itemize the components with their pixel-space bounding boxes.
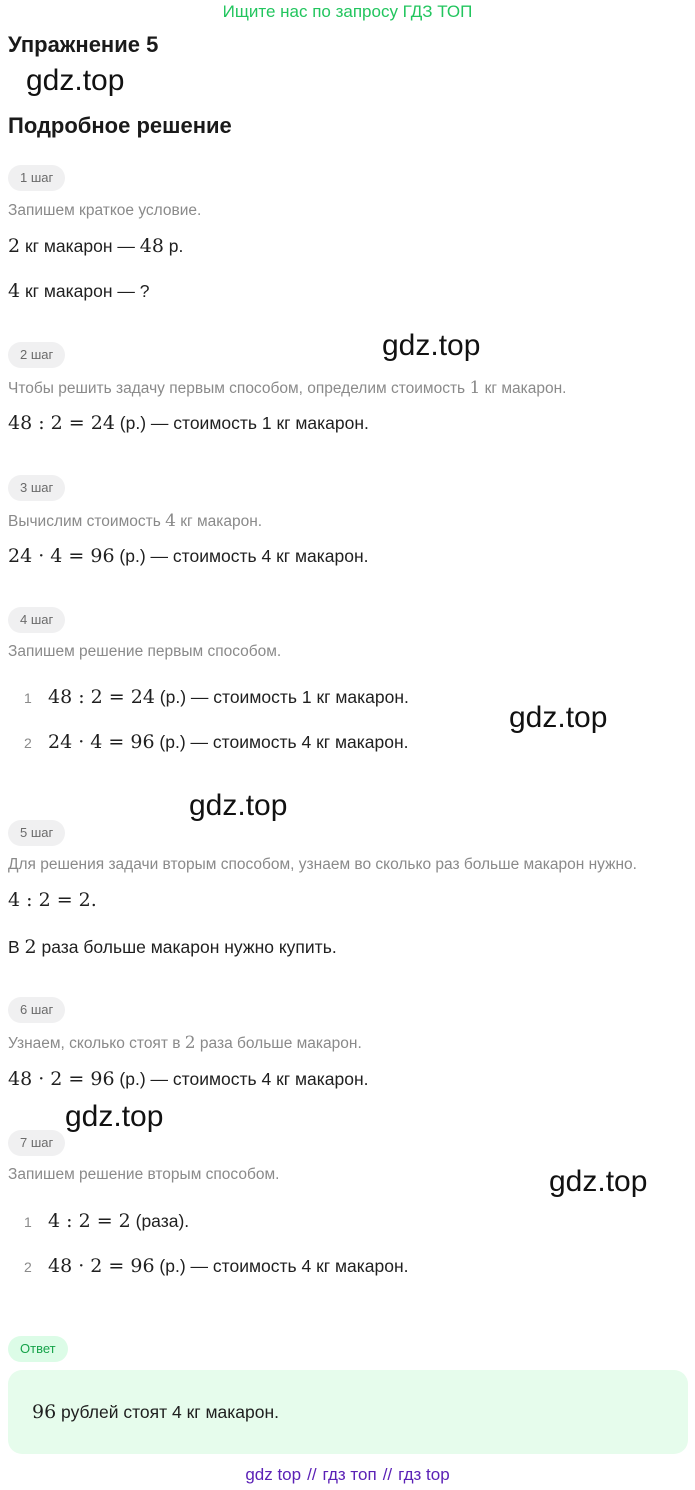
step-badge: 5 шаг (8, 820, 65, 846)
math-value: 4 (165, 511, 176, 531)
text-fragment: кг макарон. (480, 380, 567, 397)
step-badge: 2 шаг (8, 342, 65, 368)
math-value: 96 (32, 1401, 57, 1423)
step-badge: 3 шаг (8, 475, 65, 501)
search-hint-banner: Ищите нас по запросу ГДЗ ТОП (222, 2, 473, 21)
text-fragment: (р.) — стоимость 1 кг макарон. (114, 413, 369, 433)
answer-text (32, 1401, 279, 1423)
math-expression: 24 · 4 = 96 (48, 731, 155, 753)
list-number: 2 (24, 1259, 32, 1275)
footer-separator: // (307, 1465, 317, 1484)
step-hint: Для решения задачи вторым способом, узнаем во сколько раз больше макарон нужно. (8, 856, 637, 873)
step-hint: Запишем решение первым способом. (8, 643, 282, 660)
watermark: gdz.top (26, 64, 125, 97)
math-expression: 4 : 2 = 2 (48, 1210, 131, 1232)
step-line (8, 936, 337, 958)
text-fragment: раза больше макарон нужно купить. (36, 937, 337, 957)
list-number: 1 (24, 690, 32, 706)
text-fragment: Узнаем, сколько стоят в (8, 1035, 185, 1052)
text-fragment: (р.) — стоимость 4 кг макарон. (154, 732, 409, 752)
step-hint (8, 1033, 362, 1053)
footer-separator: // (382, 1465, 393, 1484)
list-item (48, 686, 409, 708)
text-fragment: кг макарон. (175, 513, 263, 530)
math-value: 2 (184, 1033, 196, 1053)
step-badge: 1 шаг (8, 165, 65, 191)
text-fragment: В (8, 937, 25, 957)
step-line (8, 545, 369, 567)
step-hint (8, 378, 566, 398)
list-item (48, 731, 409, 753)
text-fragment: р. (163, 236, 184, 256)
section-title: Подробное решение (8, 113, 232, 138)
step-line (8, 412, 369, 434)
text-fragment: (раза). (130, 1211, 190, 1231)
footer-links (0, 1465, 695, 1485)
math-value: 48 (139, 235, 164, 257)
text-fragment: Чтобы решить задачу первым способом, определим стоимость (8, 380, 470, 397)
math-value: 2 (24, 936, 37, 958)
step-hint (8, 511, 262, 531)
math-value: 1 (469, 378, 481, 398)
footer-link[interactable]: гдз top (398, 1465, 450, 1484)
math-expression: 48 · 2 = 96 (8, 1068, 115, 1090)
watermark: gdz.top (65, 1100, 164, 1133)
text-fragment: (р.) — стоимость 1 кг макарон. (154, 687, 409, 707)
step-badge: 6 шаг (8, 997, 65, 1023)
page-title: Упражнение 5 (8, 32, 159, 57)
step-line (8, 280, 149, 302)
watermark: gdz.top (509, 701, 608, 734)
text-fragment: кг макарон — (20, 236, 140, 256)
list-number: 1 (24, 1214, 32, 1230)
watermark: gdz.top (189, 789, 288, 822)
text-fragment: рублей стоят 4 кг макарон. (56, 1402, 280, 1422)
step-badge: 4 шаг (8, 607, 65, 633)
step-hint: Запишем краткое условие. (8, 202, 202, 219)
text-fragment: Вычислим стоимость (8, 513, 166, 530)
step-line (8, 235, 183, 257)
text-fragment: кг макарон — ? (20, 281, 150, 301)
answer-badge: Ответ (8, 1336, 68, 1362)
text-fragment: (р.) — стоимость 4 кг макарон. (114, 546, 369, 566)
list-item (48, 1255, 409, 1277)
list-number: 2 (24, 735, 32, 751)
text-fragment: (р.) — стоимость 4 кг макарон. (154, 1256, 409, 1276)
step-hint: Запишем решение вторым способом. (8, 1166, 280, 1183)
math-value: 2 (8, 235, 21, 257)
math-value: 4 (8, 280, 21, 302)
math-expression: 24 · 4 = 96 (8, 545, 115, 567)
math-expression: 48 : 2 = 24 (48, 686, 155, 708)
text-fragment: (р.) — стоимость 4 кг макарон. (114, 1069, 369, 1089)
math-expression: 48 · 2 = 96 (48, 1255, 155, 1277)
step-line (8, 889, 97, 911)
footer-link[interactable]: гдз топ (322, 1465, 377, 1484)
text-fragment: раза больше макарон. (195, 1035, 362, 1052)
watermark: gdz.top (549, 1165, 648, 1198)
step-badge: 7 шаг (8, 1130, 65, 1156)
math-expression: 48 : 2 = 24 (8, 412, 115, 434)
math-expression: 4 : 2 = 2. (8, 889, 97, 911)
watermark: gdz.top (382, 329, 481, 362)
list-item (48, 1210, 189, 1232)
footer-link[interactable]: gdz top (245, 1465, 302, 1484)
step-line (8, 1068, 369, 1090)
